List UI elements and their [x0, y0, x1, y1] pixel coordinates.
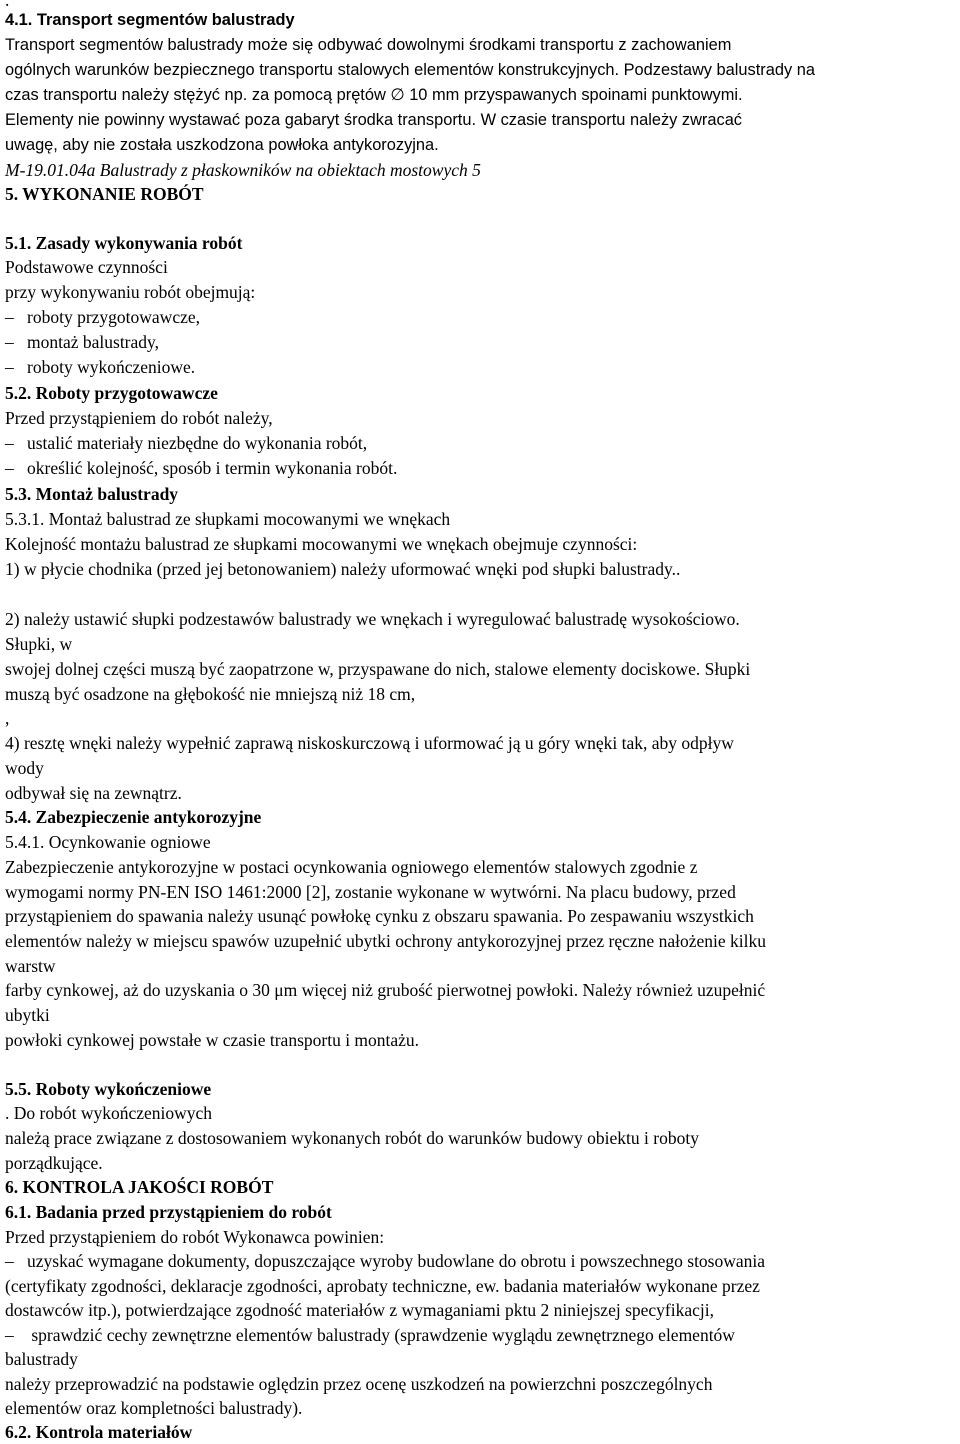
paragraph-line: Słupki, w [5, 634, 73, 654]
paragraph-line: wody [5, 758, 44, 778]
section-heading-5-1: 5.1. Zasady wykonywania robót [5, 233, 243, 253]
running-footer: M-19.01.04a Balustrady z płaskowników na obiektach mostowych 5 [5, 160, 481, 180]
list-item-text: ustalić materiały niezbędne do wykonania robót, [27, 433, 368, 453]
section-heading-5-2: 5.2. Roboty przygotowawcze [5, 383, 218, 403]
paragraph-line: przy wykonywaniu robót obejmują: [5, 282, 256, 302]
paragraph-line: powłoki cynkowej powstałe w czasie transportu i montażu. [5, 1030, 420, 1050]
section-heading-5-4 [5, 805, 261, 829]
paragraph-line: Transport segmentów balustrady może się odbywać dowolnymi środkami transportu z zachowaniem [5, 36, 732, 54]
list-item: – określić kolejność, sposób i termin wykonania robót. [5, 458, 398, 478]
list-item: – uzyskać wymagane dokumenty, dopuszczające wyroby budowlane do obrotu i powszechnego stosowania [5, 1251, 766, 1271]
list-item-text: uzyskać wymagane dokumenty, dopuszczające wyroby budowlane do obrotu i powszechnego stosowania [27, 1251, 766, 1271]
section-heading-6-2: 6.2. Kontrola materiałów [5, 1422, 193, 1442]
paragraph-line: balustrady [5, 1349, 78, 1369]
paragraph-line: (certyfikaty zgodności, deklaracje zgodności, aprobaty techniczne, ew. badania materiałów wykonane przez [5, 1276, 760, 1296]
list-item: – roboty wykończeniowe. [5, 357, 196, 377]
list-item-text: określić kolejność, sposób i termin wykonania robót. [27, 458, 398, 478]
paragraph-line: ogólnych warunków bezpiecznego transportu stalowych elementów konstrukcyjnych. Podzestawy balustrady na [5, 61, 815, 79]
paragraph-line: dostawców itp.), potwierdzające zgodność materiałów z wymaganiami pktu 2 niniejszej specyfikacji, [5, 1300, 714, 1320]
list-item: – roboty przygotowawcze, [5, 307, 200, 327]
paragraph-line: . Do robót wykończeniowych [5, 1103, 213, 1123]
paragraph-line: uwagę, aby nie została uszkodzona powłoka antykorozyjna. [5, 136, 439, 154]
paragraph-line: muszą być osadzone na głębokość nie mniejszą niż 18 cm, [5, 684, 416, 704]
paragraph-line: przystąpieniem do spawania należy usunąć powłokę cynku z obszaru spawania. Po zespawaniu wszystkich [5, 906, 754, 926]
section-heading-6: 6. KONTROLA JAKOŚCI ROBÓT [5, 1177, 274, 1197]
list-item: – montaż balustrady, [5, 332, 160, 352]
paragraph-line: , [5, 708, 10, 728]
paragraph-line: 2) należy ustawić słupki podzestawów balustrady we wnękach i wyregulować balustradę wysokościowo. [5, 609, 740, 629]
page-marker: . [5, 0, 10, 10]
paragraph-line: elementów oraz kompletności balustrady). [5, 1398, 303, 1418]
list-item: – ustalić materiały niezbędne do wykonania robót, [5, 433, 368, 453]
paragraph-line: swojej dolnej części muszą być zaopatrzone w, przyspawane do nich, stalowe elementy dociskowe. Słupki [5, 659, 751, 679]
paragraph-line: ubytki [5, 1005, 50, 1025]
section-heading-5-3: 5.3. Montaż balustrady [5, 484, 179, 504]
paragraph-line: Kolejność montażu balustrad ze słupkami mocowanymi we wnękach obejmuje czynności: [5, 534, 638, 554]
paragraph-line: odbywał się na zewnątrz. [5, 783, 182, 803]
paragraph-line: elementów należy w miejscu spawów uzupełnić ubytki ochrony antykorozyjnej przez ręczne nałożenie kilku [5, 931, 766, 951]
paragraph-line: Zabezpieczenie antykorozyjne w postaci ocynkowania ogniowego elementów stalowych zgodnie z [5, 857, 698, 877]
paragraph-line: porządkujące. [5, 1153, 103, 1173]
subsection-heading-5-4-1: 5.4.1. Ocynkowanie ogniowe [5, 832, 211, 852]
section-heading-5: 5. WYKONANIE ROBÓT [5, 184, 204, 204]
list-item: – sprawdzić cechy zewnętrzne elementów balustrady (sprawdzenie wyglądu zewnętrznego elementów [5, 1325, 735, 1345]
paragraph-line: warstw [5, 956, 56, 976]
paragraph-line: wymogami normy PN-EN ISO 1461:2000 [2], zostanie wykonane w wytwórni. Na placu budowy, przed [5, 882, 736, 902]
paragraph-line: farby cynkowej, aż do uzyskania o 30 μm więcej niż grubość pierwotnej powłoki. Należy również uzupełnić [5, 980, 766, 1000]
paragraph-line: czas transportu należy stężyć np. za pomocą prętów ∅ 10 mm przyspawanych spoinami punktowymi. [5, 86, 743, 104]
section-heading-4-1: 4.1. Transport segmentów balustrady [5, 11, 295, 29]
paragraph-line: 1) w płycie chodnika (przed jej betonowaniem) należy uformować wnęki pod słupki balustrady.. [5, 559, 681, 579]
paragraph-line: należą prace związane z dostosowaniem wykonanych robót do warunków budowy obiektu i roboty [5, 1128, 699, 1148]
paragraph-line: Przed przystąpieniem do robót Wykonawca powinien: [5, 1227, 385, 1247]
paragraph-line: Elementy nie powinny wystawać poza gabaryt środka transportu. W czasie transportu należy zwracać [5, 111, 743, 129]
section-heading-6-1: 6.1. Badania przed przystąpieniem do robót [5, 1202, 332, 1222]
paragraph-line: 4) resztę wnęki należy wypełnić zaprawą niskoskurczową i uformować ją u góry wnęki tak, aby odpływ [5, 733, 734, 753]
list-item-text: sprawdzić cechy zewnętrzne elementów balustrady (sprawdzenie wyglądu zewnętrznego elementów [27, 1325, 735, 1345]
list-item-text: montaż balustrady, [27, 332, 160, 352]
paragraph-line: Przed przystąpieniem do robót należy, [5, 408, 273, 428]
section-heading-5-5: 5.5. Roboty wykończeniowe [5, 1079, 212, 1099]
heading-number: 5.4. Zabezpieczenie antykorozyjne [5, 807, 262, 827]
paragraph-line: należy przeprowadzić na podstawie oględzin przez ocenę uszkodzeń na powierzchni poszczególnych [5, 1374, 713, 1394]
subsection-heading-5-3-1: 5.3.1. Montaż balustrad ze słupkami mocowanymi we wnękach [5, 509, 451, 529]
list-item-text: roboty wykończeniowe. [27, 357, 196, 377]
paragraph-line: Podstawowe czynności [5, 257, 168, 277]
list-item-text: roboty przygotowawcze, [27, 307, 200, 327]
